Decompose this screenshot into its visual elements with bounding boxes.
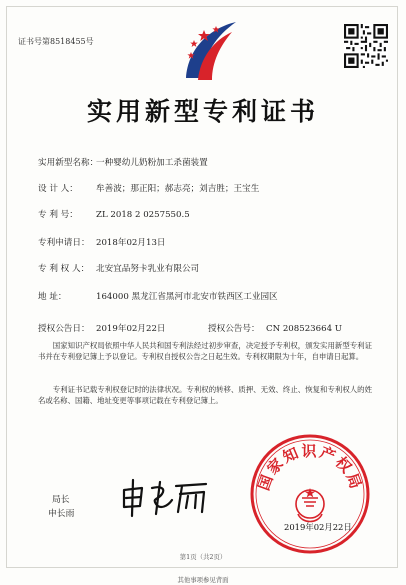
page-number: 第1页（共2页） [179, 553, 227, 561]
field-value: 一种婴幼儿奶粉加工杀菌装置 [96, 158, 208, 168]
field-label: 授权公告日： [38, 324, 90, 334]
field-label: 授权公告号： [208, 324, 260, 334]
body-paragraph: 国家知识产权局依照中华人民共和国专利法经过初步审查，决定授予专利权，颁发实用新型专利证书并在专利登记簿上予以登记。专利权自授权公告之日起生效。专利权期限为十年，自申请日起算。 [38, 341, 372, 362]
official-seal-icon [248, 432, 372, 556]
certificate-title: 实用新型专利证书 [86, 97, 319, 126]
field-utility-model-name [38, 156, 208, 168]
signature-icon [116, 476, 216, 518]
footer-note: 其他事项参见背面 [177, 576, 229, 584]
field-patentee [38, 262, 199, 274]
field-value: 牟善波；那正阳；郝志亮；刘吉胜；王宝生 [96, 184, 260, 194]
field-value: 2019年02月22日 [96, 324, 166, 334]
director-title: 局长 [52, 495, 70, 505]
field-value: CN 208523664 U [266, 324, 343, 334]
field-label: 实用新型名称： [38, 158, 99, 168]
field-label: 专 利 权 人： [38, 264, 90, 274]
cnipa-logo-icon [180, 18, 238, 86]
field-value: 2018年02月13日 [96, 238, 166, 248]
seal-date: 2019年02月22日 [284, 522, 352, 532]
field-label: 设 计 人： [38, 184, 78, 194]
field-filing-date [38, 236, 166, 248]
certificate-number: 证书号第8518455号 [18, 37, 94, 46]
field-value: ZL 2018 2 0257550.5 [96, 210, 190, 220]
field-label: 专利申请日： [38, 238, 90, 248]
field-designers [38, 182, 259, 194]
field-address [38, 290, 278, 302]
body-paragraph: 专利证书记载专利权登记时的法律状况。专利权的转移、质押、无效、终止、恢复和专利权人的姓名或名称、国籍、地址变更等事项记载在专利登记簿上。 [38, 385, 372, 406]
field-value: 164000 黑龙江省黑河市北安市铁西区工业园区 [96, 292, 278, 302]
grant-row [38, 322, 342, 334]
field-patent-number [38, 208, 190, 220]
director-name: 申长雨 [48, 509, 75, 519]
field-label: 地 址： [38, 292, 67, 302]
qr-code-icon [344, 24, 388, 68]
field-value: 北安宜品努卡乳业有限公司 [96, 264, 200, 274]
field-label: 专 利 号： [38, 210, 78, 220]
seal-text: 国家知识产权局 [254, 442, 366, 493]
